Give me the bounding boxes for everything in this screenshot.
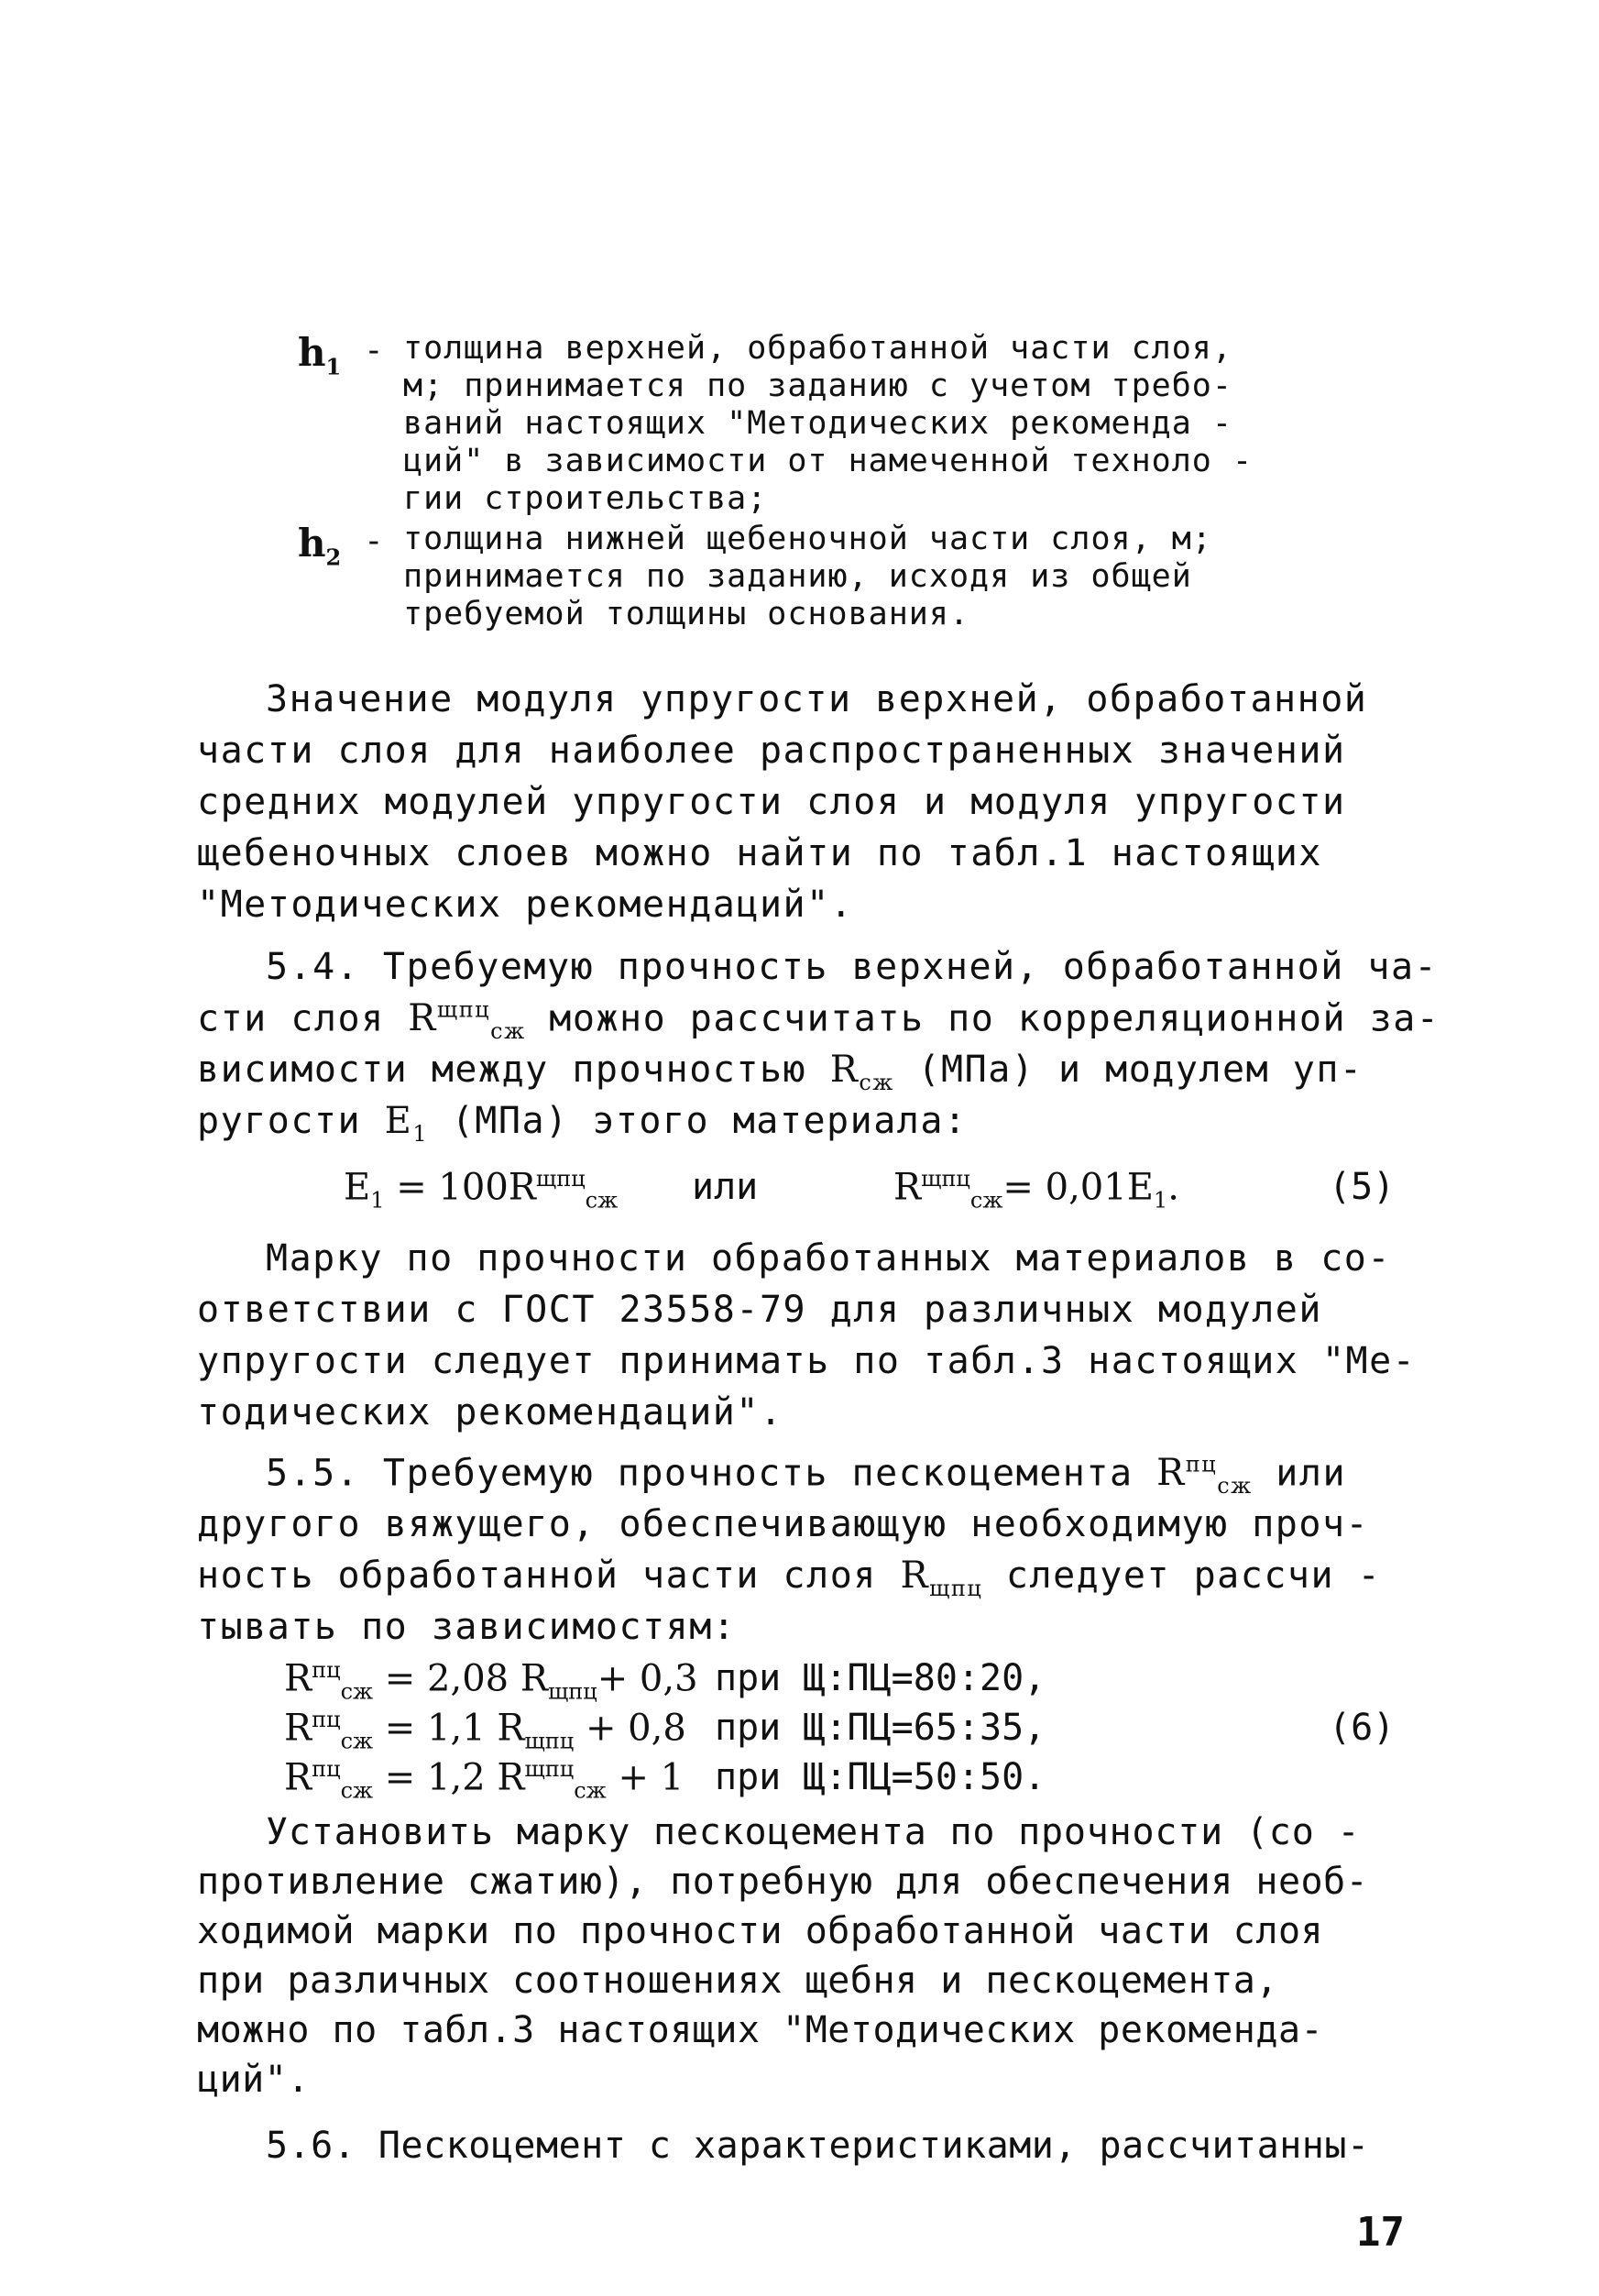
text-line: толщина нижней щебеночной части слоя, м; — [403, 521, 1212, 557]
formula-6-row: $R^{пц}_{сж} = 1,1$ $R_{щпц} + 0,8$ — [284, 1707, 686, 1754]
text-line: Марку по прочности обработанных материалов в со- — [266, 1237, 1391, 1280]
text-line: другого вяжущего, обеспечивающую необходимую проч- — [197, 1503, 1370, 1545]
symbol-h1: $h_1$ — [298, 330, 342, 380]
text-line: можно по табл.3 настоящих "Методических рекоменда- — [197, 2009, 1324, 2051]
symbol-r-schpc: $R_{щпц}$ — [900, 1554, 983, 1601]
text-line: щебеночных слоев можно найти по табл.1 настоящих — [197, 832, 1322, 874]
formula-condition: при Щ:ПЦ=80:20, — [715, 1657, 1046, 1699]
text-line: 5.5. Требуемую прочность пескоцемента $R^{пц}_{сж}$ или — [266, 1452, 1347, 1500]
text-line: Значение модуля упругости верхней, обработанной — [266, 678, 1368, 720]
text-line: ваний настоящих "Методических рекоменда - — [403, 405, 1232, 442]
formula-6-row: $R^{пц}_{сж} = 2,08$ $R_{щпц}+ 0,3$ — [284, 1657, 698, 1705]
formula-condition: при Щ:ПЦ=50:50. — [715, 1756, 1046, 1798]
text-line: ответствии с ГОСТ 23558-79 для различных модулей — [197, 1289, 1322, 1331]
text-line: гии строительства; — [403, 480, 768, 517]
text-line: "Методических рекомендаций". — [197, 884, 854, 926]
symbol-r-szh: $R_{сж}$ — [829, 1049, 894, 1095]
text-line: ругости $E_1$ (МПа) этого материала: — [197, 1100, 968, 1147]
text-line: висимости между прочностью $R_{сж}$ (МПа) и модулем уп- — [197, 1049, 1364, 1095]
text-line: ность обработанной части слоя $R_{щпц}$ следует рассчи - — [197, 1554, 1382, 1601]
text-line: средних модулей упругости слоя и модуля упругости — [197, 781, 1346, 823]
formula-6-row: $R^{пц}_{сж} = 1,2$ $R^{щпц}_{сж} + 1$ — [284, 1756, 685, 1804]
text-line: при различных соотношениях щебня и пескоцемента, — [197, 1960, 1278, 2002]
text-line: 5.4. Требуемую прочность верхней, обработанной ча- — [266, 946, 1439, 988]
text-line: Установить марку пескоцемента по прочности (со - — [266, 1811, 1361, 1853]
text-line: противление сжатию), потребную для обеспечения необ- — [197, 1861, 1369, 1903]
definition-dash: - — [364, 522, 384, 560]
page-number: 17 — [1356, 2209, 1405, 2256]
definition-dash: - — [364, 332, 384, 369]
text-line: тодических рекомендаций". — [197, 1391, 783, 1434]
symbol-e1: $E_1$ — [384, 1100, 429, 1147]
symbol-r-pc-szh: $R^{пц}_{сж}$ — [1156, 1452, 1253, 1500]
text-line: ций". — [197, 2059, 310, 2101]
symbol-h2: $h_2$ — [298, 521, 342, 571]
definition-text — [403, 521, 1411, 633]
text-line: принимается по заданию, исходя из общей — [403, 558, 1192, 595]
formula-5-left: $E_1 = 100R^{щпц}_{сж}$ — [344, 1166, 619, 1214]
text-line: сти слоя $R^{щпц}_{сж}$ можно рассчитать по корреляционной за- — [197, 997, 1440, 1045]
formula-5-right: $R^{щпц}_{сж}= 0,01E_1$. — [893, 1166, 1179, 1214]
text-line: м; принимается по заданию с учетом требо- — [403, 368, 1232, 404]
symbol-r-schpc-szh: $R^{щпц}_{сж}$ — [408, 997, 526, 1045]
text-line: требуемой толщины основания. — [403, 596, 970, 632]
text-line: части слоя для наиболее распространенных значений — [197, 730, 1346, 772]
text-line: ций" в зависимости от намеченной техноло - — [403, 443, 1254, 479]
formula-condition: при Щ:ПЦ=65:35, — [715, 1707, 1046, 1749]
formula-or: или — [692, 1166, 759, 1208]
paragraph-5-6: 5.6. Пескоцемент с характеристиками, рассчитанны- — [266, 2125, 1370, 2167]
equation-number: (5) — [1329, 1166, 1396, 1208]
text-line: толщина верхней, обработанной части слоя, — [403, 330, 1232, 367]
text-line: тывать по зависимостям: — [197, 1606, 737, 1648]
text-line: упругости следует принимать по табл.3 настоящих "Ме- — [197, 1340, 1417, 1382]
equation-number: (6) — [1329, 1707, 1396, 1749]
definition-text — [403, 330, 1411, 518]
text-line: ходимой марки по прочности обработанной части слоя — [197, 1910, 1324, 1952]
